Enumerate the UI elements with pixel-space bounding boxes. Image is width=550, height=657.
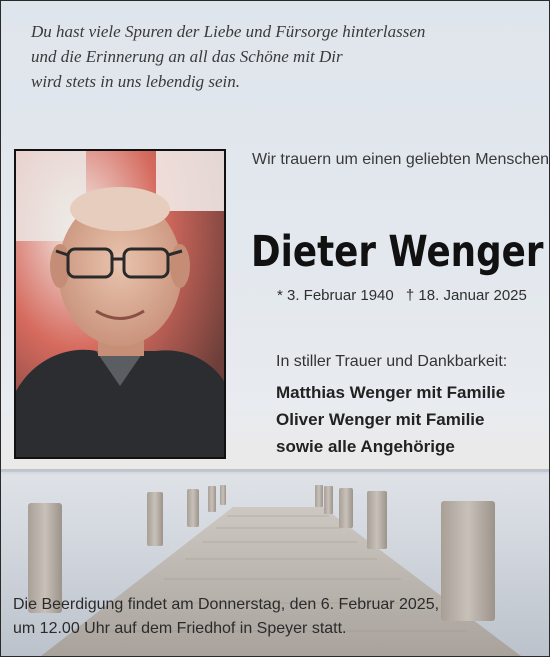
birth-date: * 3. Februar 1940: [277, 287, 394, 304]
portrait-photo: [14, 149, 226, 459]
funeral-line: um 12.00 Uhr auf dem Friedhof in Speyer statt.: [13, 620, 347, 637]
life-dates: [277, 287, 535, 304]
poem-line: Du hast viele Spuren der Liebe und Fürsorge hinterlassen: [31, 22, 426, 41]
poem-line: und die Erinnerung an all das Schöne mit Dir: [31, 47, 343, 66]
mourner-line: Matthias Wenger mit Familie: [276, 383, 506, 402]
mourner-line: Oliver Wenger mit Familie: [276, 410, 485, 429]
horizon-line: [1, 469, 549, 475]
mourner-line: sowie alle Angehörige: [276, 437, 455, 456]
poem: [31, 19, 451, 94]
subtitle: Wir trauern um einen geliebten Menschen: [252, 151, 550, 168]
deceased-name: Dieter Wenger: [251, 227, 544, 277]
poem-line: wird stets in uns lebendig sein.: [31, 72, 241, 91]
funeral-notice: [13, 593, 439, 641]
funeral-line: Die Beerdigung findet am Donnerstag, den 6. Februar 2025,: [13, 596, 440, 613]
death-date: † 18. Januar 2025: [405, 287, 527, 304]
mourners-intro: In stiller Trauer und Dankbarkeit:: [276, 353, 508, 370]
